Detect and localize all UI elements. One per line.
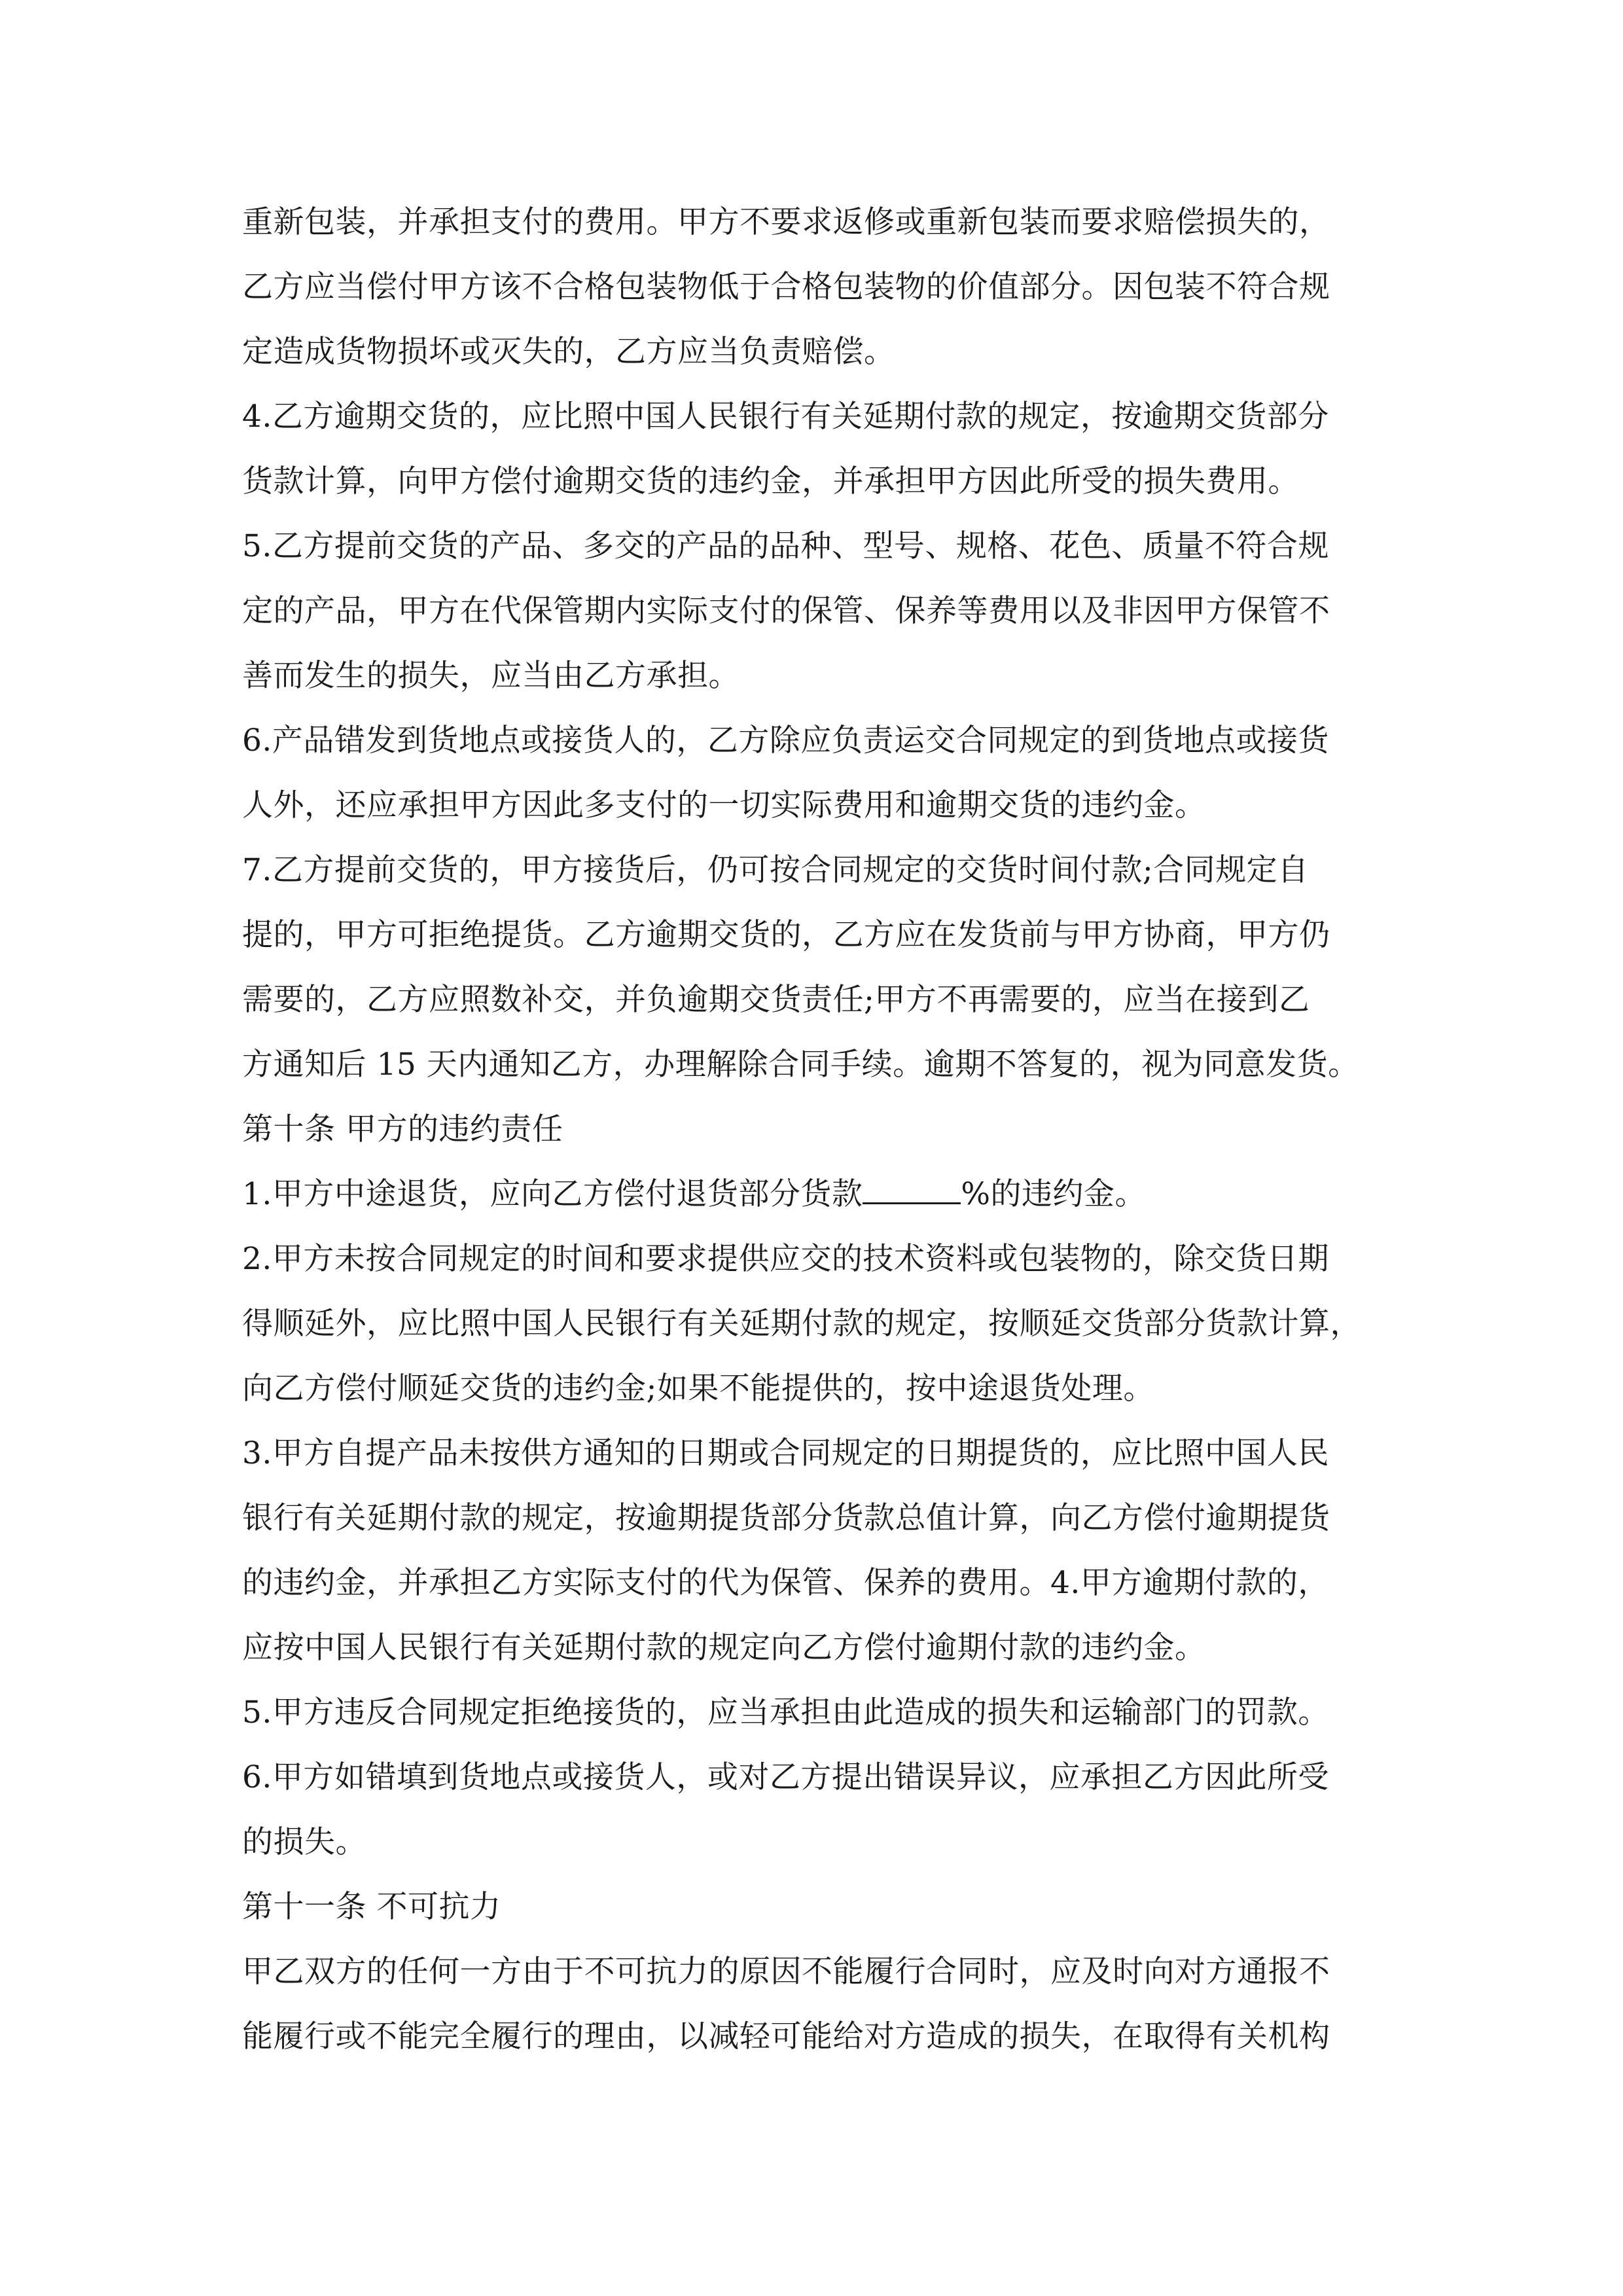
- text-line: 需要的，乙方应照数补交，并负逾期交货责任;甲方不再需要的，应当在接到乙: [242, 982, 1310, 1018]
- text-line: 2.甲方未按合同规定的时间和要求提供应交的技术资料或包装物的，除交货日期: [242, 1241, 1329, 1277]
- text-line: 定造成货物损坏或灭失的，乙方应当负责赔偿。: [242, 334, 895, 370]
- text-line: 能履行或不能完全履行的理由，以减轻可能给对方造成的损失，在取得有关机构: [242, 2018, 1330, 2054]
- text-line: 善而发生的损失，应当由乙方承担。: [242, 658, 740, 694]
- text-line: 银行有关延期付款的规定，按逾期提货部分货款总值计算，向乙方偿付逾期提货: [242, 1500, 1330, 1536]
- text-line: 的违约金，并承担乙方实际支付的代为保管、保养的费用。4.甲方逾期付款的，: [242, 1565, 1329, 1601]
- text-line: 提的，甲方可拒绝提货。乙方逾期交货的，乙方应在发货前与甲方协商，甲方仍: [242, 917, 1330, 953]
- text-segment: %的违约金。: [961, 1176, 1147, 1212]
- fill-in-line: [242, 1162, 1394, 1227]
- text-line: 人外，还应承担甲方因此多支付的一切实际费用和逾期交货的违约金。: [242, 787, 1206, 823]
- text-line: 货款计算，向甲方偿付逾期交货的违约金，并承担甲方因此所受的损失费用。: [242, 463, 1299, 499]
- text-line: 的损失。: [242, 1824, 366, 1860]
- text-line: 3.甲方自提产品未按供方通知的日期或合同规定的日期提货的，应比照中国人民: [242, 1435, 1329, 1471]
- text-line: 甲乙双方的任何一方由于不可抗力的原因不能履行合同时，应及时向对方通报不: [242, 1954, 1330, 1990]
- fill-in-blank: [863, 1177, 961, 1204]
- text-line: 应按中国人民银行有关延期付款的规定向乙方偿付逾期付款的违约金。: [242, 1630, 1206, 1666]
- section-heading: 第十条 甲方的违约责任: [242, 1111, 563, 1147]
- text-line: 重新包装，并承担支付的费用。甲方不要求返修或重新包装而要求赔偿损失的，: [242, 204, 1330, 240]
- text-line: 定的产品，甲方在代保管期内实际支付的保管、保养等费用以及非因甲方保管不: [242, 593, 1330, 629]
- text-line: 5.乙方提前交货的产品、多交的产品的品种、型号、规格、花色、质量不符合规: [242, 528, 1329, 564]
- document-page: [242, 190, 1394, 2069]
- text-line: 6.甲方如错填到货地点或接货人，或对乙方提出错误异议，应承担乙方因此所受: [242, 1759, 1329, 1795]
- text-line: 5.甲方违反合同规定拒绝接货的，应当承担由此造成的损失和运输部门的罚款。: [242, 1695, 1329, 1731]
- text-line: 乙方应当偿付甲方该不合格包装物低于合格包装物的价值部分。因包装不符合规: [242, 269, 1330, 305]
- text-line: 方通知后 15 天内通知乙方，办理解除合同手续。逾期不答复的，视为同意发货。: [242, 1047, 1359, 1083]
- text-line: 向乙方偿付顺延交货的违约金;如果不能提供的，按中途退货处理。: [242, 1371, 1154, 1407]
- section-heading: 第十一条 不可抗力: [242, 1889, 501, 1925]
- text-line: 得顺延外，应比照中国人民银行有关延期付款的规定，按顺延交货部分货款计算，: [242, 1306, 1361, 1342]
- text-line: 6.产品错发到货地点或接货人的，乙方除应负责运交合同规定的到货地点或接货: [242, 723, 1329, 759]
- text-line: 7.乙方提前交货的，甲方接货后，仍可按合同规定的交货时间付款;合同规定自: [242, 852, 1309, 888]
- text-line: 4.乙方逾期交货的，应比照中国人民银行有关延期付款的规定，按逾期交货部分: [242, 399, 1329, 435]
- text-segment: 1.甲方中途退货，应向乙方偿付退货部分货款: [242, 1176, 863, 1212]
